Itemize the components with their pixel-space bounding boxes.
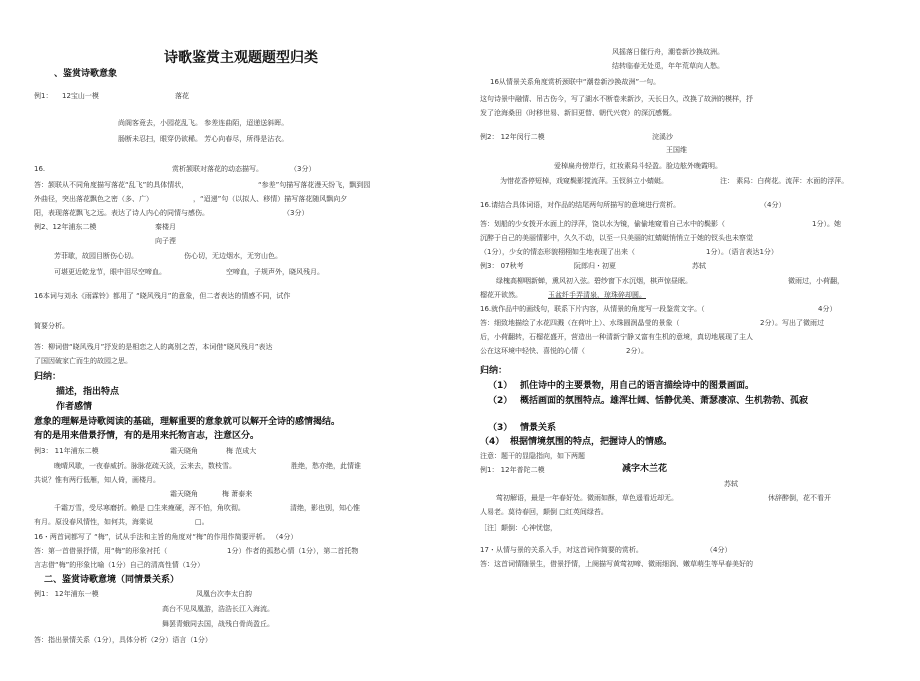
question-number: 16. bbox=[34, 165, 46, 173]
page-title: 诗歌鉴赏主观题题型归类 bbox=[164, 50, 318, 66]
summary-item: 描述，指出特点 bbox=[56, 387, 120, 397]
question-text: 16.就作品中的画线句，联系下片内容，从情景的角度写一段鉴赏文字。（ bbox=[480, 305, 705, 313]
example-label: 例1： 12年普陀二模 bbox=[480, 466, 545, 474]
poem-line: 为惜花香停短棹，戏窥鬓影搅流萍。玉钗斜立小蜻蜓。 bbox=[500, 177, 668, 185]
question-text: 16.请结合具体词语，对作品的结尾两句所描写的意境进行赏析。 bbox=[480, 201, 681, 209]
answer-line: 了国因破家亡而生的故园之思。 bbox=[34, 357, 132, 365]
poem-note: 注： 素舄：白荷花。流萍：水面的浮萍。 bbox=[720, 177, 849, 185]
summary-item: 作者感情 bbox=[56, 402, 93, 412]
answer-line: 答：划船的少女拨开水面上的浮萍，饶以水为镜，偷偷地窥看自己水中的鬓影（ bbox=[480, 220, 725, 228]
poem-line: 晚晴风歇，一夜春威折。脉脉花疏天淡，云来去，数枝雪。 bbox=[54, 462, 236, 470]
summary-num: （4） bbox=[480, 437, 505, 447]
answer-line: 公在这环境中轻快、喜悦的心情（ bbox=[480, 347, 585, 355]
question-text: 16本词与刘永《雨霖铃》都用了 “晓风残月”的意象，但二者表达的情感不同，试作 bbox=[34, 292, 291, 300]
question-score: 4分） bbox=[818, 305, 837, 313]
question-text: 赏析颔联对落花的动态描写。 bbox=[172, 165, 263, 173]
poem-line: 共说？惟有两行低雁，知人倚，画楼月。 bbox=[34, 476, 160, 484]
poem-line: 胜绝，愁亦绝，此情谁 bbox=[291, 462, 361, 470]
summary-label: 归纳： bbox=[34, 372, 62, 382]
answer-line: 答：颔联从不同角度描写落花“乱飞”的具体情状， bbox=[34, 181, 189, 189]
poem-line: 高台不见凤凰游，浩浩长江入海流。 bbox=[162, 605, 274, 613]
example-label: 例3： 07秋考 bbox=[480, 262, 524, 270]
poem-line: 伤心切，无边烟水，无穷山色。 bbox=[184, 252, 282, 260]
poem-author: 梅 萧泰来 bbox=[222, 490, 253, 498]
question-text: 16从情景关系角度赏析颈联中“潮卷新沙换故洲”一句。 bbox=[490, 78, 661, 86]
poem-line: 清绝，影也别，知心惟 bbox=[290, 504, 360, 512]
poem-author: 梅 范成大 bbox=[226, 447, 257, 455]
question-score: （4分） bbox=[706, 546, 732, 554]
question-text: 17・从情与景的关系入手，对这首词作简要的赏析。 bbox=[480, 546, 643, 554]
answer-line: 后，小荷翻转，石榴花盛开，营造出一种清新宁静又富有生机的意境，真切地展现了主人 bbox=[480, 333, 753, 341]
poem-line: 爱棹扁舟傍岸行，红妆素舄斗轻盈。脸边舷外晚霞明。 bbox=[554, 162, 722, 170]
poem-title: 减字木兰花 bbox=[622, 464, 668, 474]
answer-line: ，“迢递”句（以拟人、移情）描写落花随风飘向夕 bbox=[193, 195, 348, 203]
poem-line: 休辞醉倒，花不看开 bbox=[768, 494, 831, 502]
answer-line: 2分）。 bbox=[626, 347, 648, 355]
poem-line: 结转临春无处觅，年年荒草向人愁。 bbox=[612, 62, 724, 70]
answer-line: 这句诗景中融情、吊古伤今，写了湖水不断卷来新沙，天长日久，改换了故洲的模样，抒 bbox=[480, 95, 753, 103]
question-text: 简要分析。 bbox=[34, 322, 69, 330]
summary-num: （3） bbox=[488, 423, 513, 433]
poem-line: 微雨过，小荷翻， bbox=[788, 277, 844, 285]
question-score: （3分） bbox=[290, 165, 316, 173]
answer-line: （3分） bbox=[283, 209, 309, 217]
answer-line: 答：这首词情随景生，借景抒情，上阕描写黄莺初啼、微雨细润、嫩草萌生等早春美好的 bbox=[480, 560, 753, 568]
poem-title: 霜天晓角 bbox=[170, 490, 198, 498]
note-text: 注意：题干的显隐指向，如下两题 bbox=[480, 452, 585, 460]
poem-title: 霜天晓角 bbox=[170, 447, 198, 455]
annotation: ［注］颠倒：心神忧惚， bbox=[480, 524, 557, 532]
answer-line: 言志借“梅”的形象比喻（1分）自己的清高性情（1分） bbox=[34, 561, 205, 569]
summary-item: 根据情境氛围的特点，把握诗人的情感。 bbox=[510, 437, 673, 447]
poem-line: 风摇落日催行舟，潮卷新沙换故洲。 bbox=[612, 48, 724, 56]
answer-line: 发了沧海桑田（时移世易、新旧更替、朝代兴衰）的深沉感慨。 bbox=[480, 109, 676, 117]
poem-line: 榴花开欲然。 bbox=[480, 291, 522, 299]
summary-item: 概括画面的氛围特点。雄浑壮阔、恬静优美、萧瑟凄凉、生机勃勃、孤寂 bbox=[520, 396, 809, 406]
answer-line: （1分），少女的情态形貌栩栩如生地表现了出来（ bbox=[480, 248, 635, 256]
underlined-poem-line: 玉盆纤手弄清泉，琼珠碎却圆。 bbox=[548, 291, 646, 299]
answer-line: 答：指出景情关系（1分），具体分析（2分）语言（1分） bbox=[34, 636, 212, 644]
poem-line: □。 bbox=[195, 518, 209, 526]
example-label: 例1： bbox=[34, 92, 53, 100]
section-heading-1: 、鉴赏诗歌意象 bbox=[54, 69, 118, 79]
poem-line: 莺初解语，最是一年春好处。微雨如酥，草色遥看近却无。 bbox=[496, 494, 678, 502]
example-label: 例1： 12年浦东一模 bbox=[34, 590, 99, 598]
answer-line: 答：第一首借景抒情，用“梅”的形象衬托（ bbox=[34, 547, 168, 555]
poem-line: 可堪更近乾龙节，眼中泪尽空啼血。 bbox=[54, 268, 166, 276]
summary-text: 有的是用来借景抒情，有的是用来托物言志，注意区分。 bbox=[34, 431, 260, 441]
poem-line: 人易老。莫待春回，颠倒 □红英间绿苔。 bbox=[480, 508, 608, 516]
poem-line: 绿槐高柳咽新蝉，熏风初入弦。碧纱窗下水沉烟，棋声惊昼眠。 bbox=[496, 277, 692, 285]
summary-item: 抓住诗中的主要景物，用自己的语言描绘诗中的图景画面。 bbox=[520, 381, 755, 391]
summary-text: 意象的理解是诗歌阅读的基础，理解重要的意象就可以解开全诗的感情揭结。 bbox=[34, 417, 341, 427]
poem-line: 舞罢青蛾同去国，战残白骨尚盈丘。 bbox=[162, 620, 274, 628]
answer-line: “参差”句描写落花漫天纷飞，飘到园 bbox=[258, 181, 371, 189]
summary-item: 情景关系 bbox=[520, 423, 557, 433]
summary-label: 归纳： bbox=[480, 366, 508, 376]
poem-line: 肠断未忍扫，眼穿仍欲稀。 芳心向春尽，所得是沾衣。 bbox=[118, 135, 289, 143]
summary-num: （2） bbox=[488, 396, 513, 406]
poem-title: 秦楼月 bbox=[155, 223, 176, 231]
poem-title: 浣溪沙 bbox=[652, 133, 673, 141]
answer-line: 1分）作者的孤愁心情（1分），第二首托物 bbox=[227, 547, 359, 555]
summary-num: （1） bbox=[488, 381, 513, 391]
answer-line: 阳，表现落花飘飞之远。表达了诗人内心的同情与感伤。 bbox=[34, 209, 209, 217]
poem-author: 苏轼 bbox=[692, 262, 706, 270]
poem-title: 阮郎归・初夏 bbox=[574, 262, 616, 270]
poem-author: 王国维 bbox=[666, 146, 687, 154]
question-text: 16・两首词都写了 “梅”，试从手法和主旨的角度对“梅”的作用作简要评析。 （4分） bbox=[34, 533, 298, 541]
answer-line: 沉醉于自己的美丽情影中，久久不动，以至一只美丽的红蜻蜓悄悄立于她的钗头也未察觉 bbox=[480, 234, 753, 242]
poem-author: 向子湮 bbox=[155, 237, 176, 245]
answer-line: 答：柳词借“晓风残月”抒发的是相恋之人的离别之苦，本词借“晓风残月”表达 bbox=[34, 343, 273, 351]
poem-line: 尚阁客竟去，小园花乱飞。 参差连曲陌，迢递送斜晖。 bbox=[118, 119, 289, 127]
answer-line: 答：细致地描绘了水花四溅（在荷叶上）、水珠圆润晶莹的景象（ bbox=[480, 319, 680, 327]
example-label: 例2： 12年闵行二模 bbox=[480, 133, 545, 141]
example-source: 12宝山一模 bbox=[62, 92, 99, 100]
answer-line: 2分）。写出了微雨过 bbox=[760, 319, 824, 327]
answer-line: 1分）。她 bbox=[812, 220, 841, 228]
section-heading-2: 二、鉴赏诗歌意境（同情景关系） bbox=[44, 575, 180, 585]
poem-line: 千霜万雪，受尽寒磨折。赖是 □生来瘦硬，浑不怕，角吹彻。 bbox=[54, 504, 245, 512]
poem-author: 苏轼 bbox=[724, 480, 738, 488]
answer-line: 1分）。（语言表达1分） bbox=[706, 248, 778, 256]
question-score: （4分） bbox=[760, 201, 786, 209]
poem-line: 空啼血，子规声外，晓风残月。 bbox=[226, 268, 324, 276]
poem-line: 芳菲歇，故园目断伤心切。 bbox=[54, 252, 138, 260]
poem-title: 落花 bbox=[175, 92, 189, 100]
poem-line: 有月。原没春风情性，如何共，海棠说 bbox=[34, 518, 153, 526]
answer-line: 外曲径，突出落花飘色之密（多、广） bbox=[34, 195, 153, 203]
example-label: 例3： 11年浦东二模 bbox=[34, 447, 99, 455]
example-label: 例2、12年浦东二模 bbox=[34, 223, 97, 231]
poem-title: 凤凰台次李太白韵 bbox=[196, 590, 252, 598]
